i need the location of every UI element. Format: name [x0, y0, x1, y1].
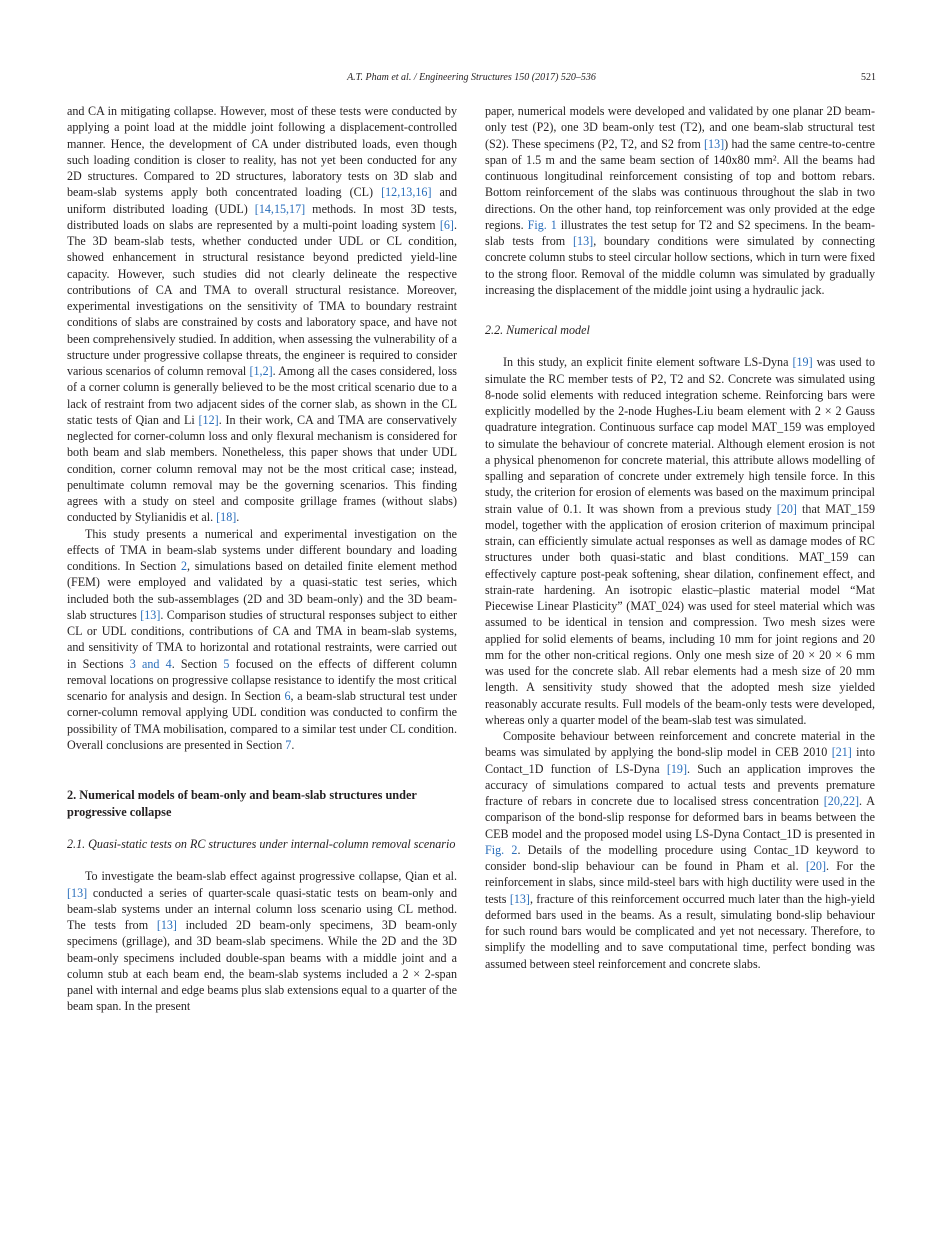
citation-link[interactable]: [13] — [156, 918, 177, 932]
citation-link[interactable]: [1,2] — [249, 364, 273, 378]
citation-link[interactable]: [12] — [198, 412, 219, 427]
right-column — [485, 103, 875, 972]
citation-link[interactable]: [20] — [805, 859, 826, 873]
paragraph: This study presents a numerical and experimental investigation on the effects of TMA in beam-slab systems under different boundary and loading conditions. In Section 2, simulations based on detailed finite element method (FEM) were employed and validated by a quasi-static test series, which included both the sub-assemblages (2D and 3D beam-only) and the 3D beam-slab structures [13]. Comparison studies of structural responses subject to either CL or UDL conditions, contributions of CA and TMA in beam-slab systems, and sensitivity of TMA to horizontal and rotational restraints, were carried out in Sections 3 and 4. Section 5 focused on the effects of different column removal locations on progressive collapse resistance to identify the most critical scenario for analysis and design. In Section 6, a beam-slab structural test under corner-column removal applying UDL condition was conducted to confirm the possibility of TMA mobilisation, compared to a similar test under CL condition. Overall conclusions are presented in Section 7. — [67, 526, 458, 752]
citation-link[interactable]: [20] — [776, 501, 797, 516]
section-link[interactable]: 5 — [223, 656, 230, 671]
citation-link[interactable]: [18] — [216, 510, 237, 525]
figure-link[interactable]: Fig. 2 — [485, 842, 518, 857]
paragraph: paper, numerical models were developed and validated by one planar 2D beam-only test (P2), one 3D beam-only test (T2), and one beam-slab structural test (S2). These specimens (P2, T2, and S2 from [13]) had the same centre-to-centre span of 1.5 m and the same beam section of 140x80 mm². All the beams had continuous longitudinal reinforcement consisting of top and bottom rebars. Bottom reinforcement of the slabs was continuous throughout the slab in two directions. On the other hand, top reinforcement was only provided at the edge regions. Fig. 1 illustrates the test setup for T2 and S2 specimens. In the beam-slab tests from [13], boundary conditions were simulated by connecting concrete column stubs to steel circular hollow sections, which in turn were fixed to the strong floor. Removal of the middle column was simulated by gradually increasing the displacement of the middle joint using a hydraulic jack. — [485, 104, 876, 297]
paragraph: and CA in mitigating collapse. However, most of these tests were conducted by applying a point load at the middle joint following a displacement-controlled manner. Hence, the development of CA under distributed loads, even though such loading condition is closer to reality, has not yet been conducted for any 2D structures. Compared to 2D structures, laboratory tests on 3D slab and beam-slab systems apply both concentrated loading (CL) [12,13,16] and uniform distributed loading (UDL) [14,15,17] methods. In most 3D tests, distributed loads on slabs are represented by a multi-point loading system [6]. The 3D beam-slab tests, whether conducted under UDL or CL condition, showed enhancement in structural resistance beyond predicted yield-line capacity. However, such studies did not clearly delineate the respective contributions of CA and TMA to overall structural resistance. Moreover, experimental investigations on the sensitivity of TMA to boundary restraint conditions of slabs are constrained by costs and laboratory space, and have not been comprehensively studied. In addition, when assessing the vulnerability of a structure under progressive collapse threats, the engineer is required to consider various scenarios of column removal [1,2]. Among all the cases considered, loss of a corner column is generally believed to be the most critical scenario due to a lack of restraint from two adjacent sides of the corner slab, as shown in the CL static tests of Qian and Li [12]. In their work, CA and TMA are conservatively neglected for corner-column loss and only flexural mechanism is considered for both beam and slab members. Nonetheless, this paper shows that under UDL condition, corner column removal may not be the most critical case; instead, penultimate column removal may be the governing scenarios. This finding agrees with a study on steel and composite grillage frames (without slabs) conducted by Stylianidis et al. [18]. — [67, 104, 457, 525]
citation-link[interactable]: [13] — [67, 885, 88, 900]
subsection-heading: 2.1. Quasi-static tests on RC structures under internal-column removal scenario — [67, 837, 456, 851]
citation-link[interactable]: [13] — [573, 234, 594, 248]
citation-link[interactable]: [21] — [831, 745, 852, 760]
citation-link[interactable]: [13] — [140, 607, 161, 622]
page-number: 521 — [861, 72, 876, 83]
citation-link[interactable]: [19] — [792, 355, 813, 370]
section-link[interactable]: 7 — [285, 737, 292, 752]
paragraph: Composite behaviour between reinforcement and concrete material in the beams was simulated by applying the bond-slip model in CEB 2010 [21] into Contact_1D function of LS-Dyna [19]. Such an application improves the accuracy of simulations compared to actual tests and prevents premature fracture of rebars in concrete due to localised stress concentration [20,22]. A comparison of the bond-slip response for deformed bars in beams between the CEB model and the proposed model using LS-Dyna Contact_1D is presented in Fig. 2. Details of the modelling procedure using Contac_1D keyword to consider bond-slip behaviour can be found in Pham et al. [20]. For the reinforcement in slabs, since mild-steel bars with high ductility were used in the tests [13], fracture of this reinforcement occurred much later than the high-yield deformed bars used in the beams. As a result, simulating bond-slip behaviour for such round bars would be complicated and yet not necessary. Therefore, to simplify the modelling and to save computational time, perfect bonding was assumed between steel reinforcement and concrete slabs. — [485, 729, 876, 971]
subsection-heading: 2.2. Numerical model — [485, 323, 590, 337]
citation-link[interactable]: [12,13,16] — [381, 185, 432, 200]
left-column — [67, 103, 457, 1015]
citation-link[interactable]: [13] — [509, 891, 530, 906]
citation-link[interactable]: [20,22] — [823, 794, 860, 808]
section-heading: 2. Numerical models of beam-only and beam-slab structures under progressive collapse — [67, 788, 417, 819]
section-link[interactable]: 6 — [284, 689, 291, 703]
section-link[interactable]: 3 and 4 — [129, 656, 172, 671]
paragraph: To investigate the beam-slab effect against progressive collapse, Qian et al. [13] conducted a series of quarter-scale quasi-static tests on beam-only and beam-slab systems under an internal column loss scenario using CL method. The tests from [13] included 2D beam-only specimens, 3D beam-only specimens (grillage), and 3D beam-slab specimens. While the 2D and the 3D beam-only specimens included double-span beams with a middle joint and a column stub at each beam end, the beam-slab systems included a 2 × 2-span panel with internal and edge beams plus slab extensions equal to a quarter of the beam span. In the present — [67, 869, 457, 1014]
citation-link[interactable]: [19] — [666, 761, 687, 776]
figure-link[interactable]: Fig. 1 — [527, 217, 557, 232]
running-header — [67, 70, 876, 86]
running-title: A.T. Pham et al. / Engineering Structures 150 (2017) 520–536 — [347, 72, 596, 83]
section-link[interactable]: 2 — [180, 559, 188, 573]
citation-link[interactable]: [13] — [704, 136, 725, 151]
citation-link[interactable]: [6] — [439, 217, 454, 232]
citation-link[interactable]: [14,15,17] — [254, 201, 306, 216]
paragraph: In this study, an explicit finite element software LS-Dyna [19] was used to simulate the RC member tests of P2, T2 and S2. Concrete was simulated using 8-node solid elements with reduced integration scheme. Reinforcing bars were explicitly modelled by the 2-node Hughes-Liu beam element with 2 × 2 Gauss quadrature integration. Continuous surface cap model MAT_159 was employed to simulate the behaviour of concrete material. Although element erosion is not a physical phenomenon for concrete material, this attribute allows modelling of spalling and separation of concrete under extremely high tensile force. In this study, the criterion for erosion of elements was based on the maximum principal strain value of 0.1. It was shown from a previous study [20] that MAT_159 model, together with the application of erosion criterion of maximum principal strain, can efficiently simulate actual responses as well as damage modes of RC structures under both quasi-static and blast conditions. MAT_159 can effectively capture post-peak softening, shear dilation, confinement effect, and strain-rate hardening. An isotropic elastic–plastic material model “Mat Piecewise Linear Plasticity” (MAT_024) was used for steel material which was assumed to be identical in tension and compression. Two mesh sizes were applied for solid elements of beams, including 10 mm for joint regions and 20 mm for the other non-critical regions. Only one mesh size of 20 × 20 × 6 mm was used for the concrete slab. All rebar elements had a mesh size of 20 mm length. A sensitivity study showed that the adopted mesh size yielded reasonably accurate results. Full models of the beam-only tests were developed, whereas only a quarter model of the beam-slab test was simulated. — [485, 355, 875, 727]
